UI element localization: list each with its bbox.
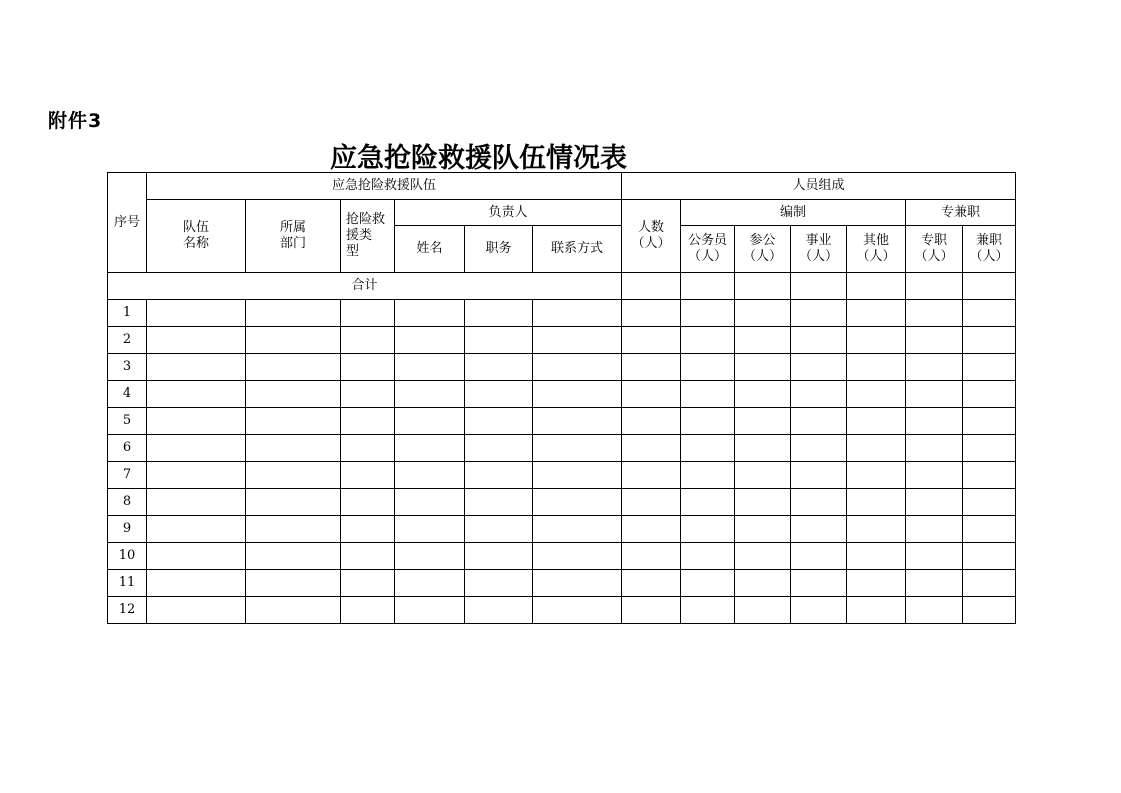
row-number: 5 [108,408,147,435]
table-cell[interactable] [906,381,963,408]
table-cell[interactable] [906,516,963,543]
table-cell[interactable] [963,489,1016,516]
table-row [108,381,1016,408]
table-cell[interactable] [395,462,465,489]
table-cell[interactable] [395,408,465,435]
table-cell[interactable] [341,327,395,354]
table-cell[interactable] [465,408,533,435]
table-cell[interactable] [246,516,341,543]
table-row [108,300,1016,327]
table-cell[interactable] [246,570,341,597]
header-parttime: 兼职 （人） [963,226,1016,273]
table-cell[interactable] [791,543,847,570]
table-cell[interactable] [681,570,735,597]
table-cell[interactable] [791,462,847,489]
table-cell[interactable] [147,354,246,381]
table-cell[interactable] [465,489,533,516]
table-cell[interactable] [963,300,1016,327]
table-cell[interactable] [147,435,246,462]
table-cell[interactable] [791,435,847,462]
table-cell[interactable] [246,300,341,327]
table-cell[interactable] [341,408,395,435]
table-row [108,354,1016,381]
table-cell[interactable] [906,435,963,462]
table-cell[interactable] [847,570,906,597]
table-cell[interactable] [622,543,681,570]
table-cell[interactable] [735,408,791,435]
table-cell[interactable] [465,462,533,489]
table-cell[interactable] [963,597,1016,624]
table-cell[interactable] [963,381,1016,408]
table-cell[interactable] [906,489,963,516]
table-cell[interactable] [735,354,791,381]
table-cell[interactable] [465,516,533,543]
table-cell[interactable] [533,300,622,327]
table-cell[interactable] [735,381,791,408]
table-cell[interactable] [735,516,791,543]
header-team-name: 队伍 名称 [147,200,246,273]
table-cell[interactable] [735,462,791,489]
table-cell[interactable] [341,543,395,570]
table-row [108,462,1016,489]
header-rescue-type: 抢险救 援类 型 [341,200,395,273]
table-cell[interactable] [147,462,246,489]
table-cell[interactable] [963,327,1016,354]
row-number: 9 [108,516,147,543]
table-cell[interactable] [847,435,906,462]
table-cell[interactable] [963,462,1016,489]
table-cell[interactable] [246,327,341,354]
table-cell[interactable] [395,435,465,462]
table-cell[interactable] [341,354,395,381]
table-cell[interactable] [681,354,735,381]
table-cell[interactable] [963,516,1016,543]
table-cell[interactable] [847,408,906,435]
row-number: 7 [108,462,147,489]
table-cell[interactable] [847,381,906,408]
table-cell[interactable] [533,570,622,597]
table-cell[interactable] [681,435,735,462]
table-cell[interactable] [395,570,465,597]
table-cell[interactable] [791,327,847,354]
table-cell[interactable] [681,381,735,408]
table-cell[interactable] [681,408,735,435]
table-cell[interactable] [847,516,906,543]
table-cell[interactable] [341,435,395,462]
table-cell[interactable] [847,354,906,381]
header-headcount: 人数 （人） [622,200,681,273]
table-cell[interactable] [906,354,963,381]
table-cell[interactable] [147,516,246,543]
table-cell[interactable] [147,300,246,327]
table-cell[interactable] [533,327,622,354]
header-personnel-group: 人员组成 [622,173,1016,200]
table-cell[interactable] [622,435,681,462]
table-cell[interactable] [735,489,791,516]
header-team-group: 应急抢险救援队伍 [147,173,622,200]
table-cell[interactable] [681,516,735,543]
table-cell[interactable] [735,543,791,570]
table-cell[interactable] [622,381,681,408]
table-cell[interactable] [735,597,791,624]
table-cell[interactable] [963,570,1016,597]
table-cell[interactable] [791,300,847,327]
table-cell[interactable] [622,516,681,543]
row-number: 12 [108,597,147,624]
table-cell[interactable] [681,462,735,489]
table-cell[interactable] [847,543,906,570]
table-cell[interactable] [147,327,246,354]
table-cell[interactable] [533,435,622,462]
table-cell[interactable] [735,435,791,462]
table-cell[interactable] [465,381,533,408]
table-cell[interactable] [147,381,246,408]
table-cell[interactable] [906,570,963,597]
table-cell[interactable] [622,597,681,624]
rescue-team-table [107,172,1016,624]
table-cell[interactable] [246,408,341,435]
table-cell[interactable] [735,570,791,597]
table-row [108,435,1016,462]
table-cell[interactable] [395,300,465,327]
table-cell[interactable] [533,516,622,543]
table-cell[interactable] [341,300,395,327]
table-row [108,408,1016,435]
table-cell[interactable] [395,327,465,354]
table-cell[interactable] [906,327,963,354]
table-cell[interactable] [906,597,963,624]
table-cell[interactable] [622,354,681,381]
table-cell[interactable] [963,354,1016,381]
total-row [108,273,1016,300]
table-cell[interactable] [147,597,246,624]
header-seq: 序号 [108,173,147,273]
table-cell[interactable] [791,516,847,543]
table-cell[interactable] [341,597,395,624]
table-cell[interactable] [395,543,465,570]
header-other: 其他 （人） [847,226,906,273]
table-cell[interactable] [791,489,847,516]
table-cell[interactable] [465,597,533,624]
table-cell[interactable] [147,408,246,435]
table-cell[interactable] [847,327,906,354]
table-cell[interactable] [791,570,847,597]
table-cell[interactable] [622,300,681,327]
table-cell[interactable] [465,570,533,597]
table-cell[interactable] [246,354,341,381]
table-cell[interactable] [533,462,622,489]
attachment-label: 附件3 [48,110,103,132]
table-cell[interactable] [246,435,341,462]
table-row [108,327,1016,354]
table-cell[interactable] [465,327,533,354]
table-cell[interactable] [847,597,906,624]
table-row [108,597,1016,624]
table-cell[interactable] [906,300,963,327]
table-cell[interactable] [395,489,465,516]
table-cell[interactable] [395,354,465,381]
table-cell[interactable] [465,543,533,570]
row-number: 10 [108,543,147,570]
table-cell[interactable] [246,543,341,570]
row-number: 4 [108,381,147,408]
table-cell[interactable] [341,462,395,489]
table-row [108,543,1016,570]
table-cell[interactable] [147,543,246,570]
table-cell[interactable] [963,408,1016,435]
table-cell[interactable] [735,327,791,354]
row-number: 6 [108,435,147,462]
table-cell[interactable] [681,489,735,516]
table-cell[interactable] [906,543,963,570]
table-cell[interactable] [533,597,622,624]
table-cell[interactable] [395,516,465,543]
table-cell[interactable] [847,300,906,327]
table-cell[interactable] [681,597,735,624]
table-cell[interactable] [395,381,465,408]
table-cell[interactable] [622,489,681,516]
table-cell[interactable] [622,462,681,489]
table-cell[interactable] [622,327,681,354]
header-establishment: 编制 [681,200,906,226]
table-cell[interactable] [533,489,622,516]
table-cell[interactable] [465,354,533,381]
table-row [108,570,1016,597]
header-department: 所属 部门 [246,200,341,273]
row-number: 3 [108,354,147,381]
table-cell[interactable] [791,381,847,408]
row-number: 2 [108,327,147,354]
table-cell[interactable] [465,300,533,327]
table-cell[interactable] [341,570,395,597]
table-cell[interactable] [147,489,246,516]
table-cell[interactable] [533,354,622,381]
table-cell[interactable] [791,597,847,624]
table-cell[interactable] [735,300,791,327]
table-cell[interactable] [465,435,533,462]
table-cell[interactable] [791,354,847,381]
header-civil-servant: 公务员 （人） [681,226,735,273]
table-cell[interactable] [533,408,622,435]
table-cell[interactable] [906,408,963,435]
table-cell[interactable] [906,462,963,489]
table-cell[interactable] [847,462,906,489]
table-cell[interactable] [681,300,735,327]
table-cell[interactable] [341,381,395,408]
table-cell[interactable] [533,381,622,408]
table-cell[interactable] [246,597,341,624]
header-leader-name: 姓名 [395,226,465,273]
row-number: 1 [108,300,147,327]
table-cell[interactable] [533,543,622,570]
table-cell[interactable] [246,381,341,408]
table-cell[interactable] [963,543,1016,570]
table-cell[interactable] [622,408,681,435]
table-cell[interactable] [246,489,341,516]
table-cell[interactable] [622,570,681,597]
header-institution: 事业 （人） [791,226,847,273]
header-fulltime-parttime: 专兼职 [906,200,1016,226]
table-cell[interactable] [681,327,735,354]
table-row [108,489,1016,516]
table-cell[interactable] [147,570,246,597]
header-leader: 负责人 [395,200,622,226]
page-title: 应急抢险救援队伍情况表 [330,143,627,174]
table-cell[interactable] [341,489,395,516]
header-leader-title: 职务 [465,226,533,273]
header-leader-contact: 联系方式 [533,226,622,273]
table-cell[interactable] [791,408,847,435]
table-cell[interactable] [395,597,465,624]
header-reference-civil: 参公 （人） [735,226,791,273]
row-number: 8 [108,489,147,516]
table-cell[interactable] [341,516,395,543]
table-row [108,516,1016,543]
table-cell[interactable] [963,435,1016,462]
header-fulltime: 专职 （人） [906,226,963,273]
table-cell[interactable] [847,489,906,516]
total-label[interactable]: 合计 [108,273,622,300]
table-cell[interactable] [681,543,735,570]
row-number: 11 [108,570,147,597]
table-cell[interactable] [246,462,341,489]
